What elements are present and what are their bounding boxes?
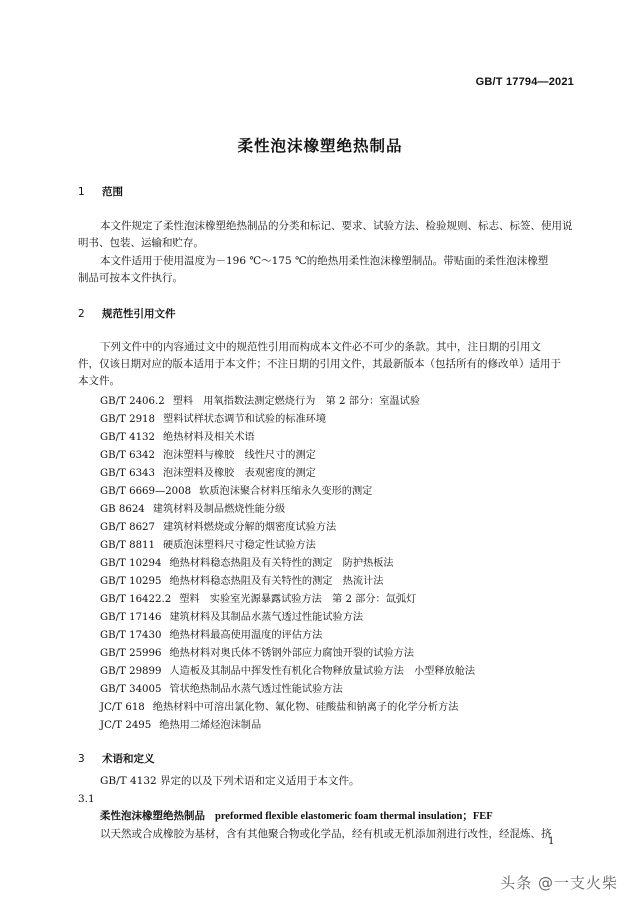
- term-chinese: 柔性泡沫橡塑绝热制品: [100, 810, 205, 822]
- term-entry: [100, 808, 493, 825]
- reference-title: 建筑材料燃烧或分解的烟密度试验方法: [163, 522, 337, 533]
- reference-item: [100, 446, 316, 461]
- reference-title: 人造板及其制品中挥发性有机化合物释放量试验方法 小型释放舱法: [169, 666, 476, 677]
- reference-title: 塑料 实验室光源暴露试验方法 第 2 部分：氙弧灯: [179, 594, 417, 605]
- section-1-heading: [78, 184, 123, 199]
- reference-title: 绝热材料稳态热阻及有关特性的测定 热流计法: [169, 576, 384, 587]
- reference-title: 绝热材料最高使用温度的评估方法: [169, 630, 323, 641]
- reference-item: [100, 572, 383, 587]
- normative-intro-line-1: 下列文件中的内容通过文中的规范性引用而构成本文件必不可少的条款。其中，注日期的引用文: [100, 341, 541, 353]
- reference-title: 塑料试样状态调节和试验的标准环境: [163, 414, 327, 425]
- section-title: 规范性引用文件: [102, 308, 176, 320]
- reference-title: 绝热材料对奥氏体不锈钢外部应力腐蚀开裂的试验方法: [169, 648, 414, 659]
- section-number: 2: [78, 308, 85, 320]
- reference-code: GB/T 34005: [100, 684, 162, 695]
- reference-item: [100, 662, 475, 677]
- reference-code: GB 8624: [100, 504, 145, 515]
- terms-intro: GB/T 4132 界定的以及下列术语和定义适用于本文件。: [100, 775, 360, 787]
- reference-item: [100, 644, 414, 659]
- term-definition-line-1: 以天然或合成橡胶为基材，含有其他聚合物或化学品，经有机或无机添加剂进行改性，经混炼、挤: [100, 828, 552, 840]
- reference-item: [100, 482, 372, 497]
- scope-paragraph-2-line-1: 本文件适用于使用温度为－196 ℃～175 ℃的绝热用柔性泡沫橡塑制品。带贴面的柔性泡沫橡塑: [100, 255, 549, 267]
- reference-title: 绝热材料稳态热阻及有关特性的测定 防护热板法: [169, 558, 394, 569]
- section-number: 1: [78, 186, 85, 198]
- page-number: 1: [548, 836, 555, 847]
- reference-code: GB/T 17146: [100, 612, 162, 623]
- reference-title: 管状绝热制品水蒸气透过性能试验方法: [169, 684, 343, 695]
- reference-item: [100, 428, 255, 443]
- reference-item: [100, 626, 322, 641]
- section-title: 范围: [102, 186, 123, 198]
- reference-code: GB/T 10295: [100, 576, 162, 587]
- reference-code: JC/T 2495: [100, 720, 152, 731]
- reference-code: GB/T 2406.2: [100, 396, 165, 407]
- reference-code: GB/T 8627: [100, 522, 156, 533]
- reference-item: [100, 536, 316, 551]
- reference-code: JC/T 618: [100, 702, 145, 713]
- reference-title: 软质泡沫聚合材料压缩永久变形的测定: [199, 486, 373, 497]
- reference-code: GB/T 10294: [100, 558, 162, 569]
- scope-paragraph-2-line-2: 制品可按本文件执行。: [78, 272, 183, 284]
- reference-title: 建筑材料及制品燃烧性能分级: [152, 504, 286, 515]
- reference-item: [100, 392, 420, 407]
- reference-item: [100, 608, 363, 623]
- watermark: 头条 @一支火柴: [500, 874, 618, 892]
- clause-number: 3.1: [78, 793, 95, 805]
- reference-code: GB/T 6669—2008: [100, 486, 192, 497]
- scope-paragraph-1-line-1: 本文件规定了柔性泡沫橡塑绝热制品的分类和标记、要求、试验方法、检验规则、标志、标签、使用说: [100, 220, 573, 232]
- reference-title: 泡沫塑料与橡胶 线性尺寸的测定: [163, 450, 316, 461]
- reference-title: 绝热材料中可溶出氯化物、氟化物、硅酸盐和钠离子的化学分析方法: [152, 702, 459, 713]
- reference-title: 绝热材料及相关术语: [163, 432, 255, 443]
- reference-title: 绝热用二烯烃泡沫制品: [159, 720, 262, 731]
- reference-code: GB/T 6343: [100, 468, 156, 479]
- normative-intro-line-3: 本文件。: [78, 375, 120, 387]
- reference-title: 塑料 用氧指数法测定燃烧行为 第 2 部分：室温试验: [172, 396, 421, 407]
- reference-item: [100, 554, 394, 569]
- standard-number: GB/T 17794—2021: [475, 76, 574, 88]
- reference-title: 泡沫塑料及橡胶 表观密度的测定: [163, 468, 316, 479]
- reference-code: GB/T 29899: [100, 666, 162, 677]
- reference-title: 硬质泡沫塑料尺寸稳定性试验方法: [163, 540, 316, 551]
- reference-item: [100, 698, 458, 713]
- reference-code: GB/T 17430: [100, 630, 162, 641]
- reference-item: [100, 500, 285, 515]
- reference-item: [100, 680, 343, 695]
- section-title: 术语和定义: [102, 753, 155, 765]
- term-english: preformed flexible elastomeric foam thermal insulation；FEF: [215, 811, 493, 822]
- reference-item: [100, 716, 261, 731]
- reference-code: GB/T 16422.2: [100, 594, 172, 605]
- scope-paragraph-1-line-2: 明书、包装、运输和贮存。: [78, 237, 204, 249]
- reference-code: GB/T 4132: [100, 432, 156, 443]
- reference-item: [100, 410, 326, 425]
- normative-intro-line-2: 件，仅该日期对应的版本适用于本文件；不注日期的引用文件，其最新版本（包括所有的修改单）适用于: [78, 358, 561, 370]
- section-2-heading: [78, 306, 176, 321]
- reference-item: [100, 464, 316, 479]
- reference-item: [100, 590, 416, 605]
- reference-code: GB/T 6342: [100, 450, 156, 461]
- reference-code: GB/T 8811: [100, 540, 156, 551]
- reference-title: 建筑材料及其制品水蒸气透过性能试验方法: [169, 612, 364, 623]
- reference-code: GB/T 2918: [100, 414, 156, 425]
- reference-item: [100, 518, 336, 533]
- document-title: 柔性泡沫橡塑绝热制品: [237, 137, 403, 155]
- section-number: 3: [78, 753, 85, 765]
- section-3-heading: [78, 751, 155, 766]
- reference-code: GB/T 25996: [100, 648, 162, 659]
